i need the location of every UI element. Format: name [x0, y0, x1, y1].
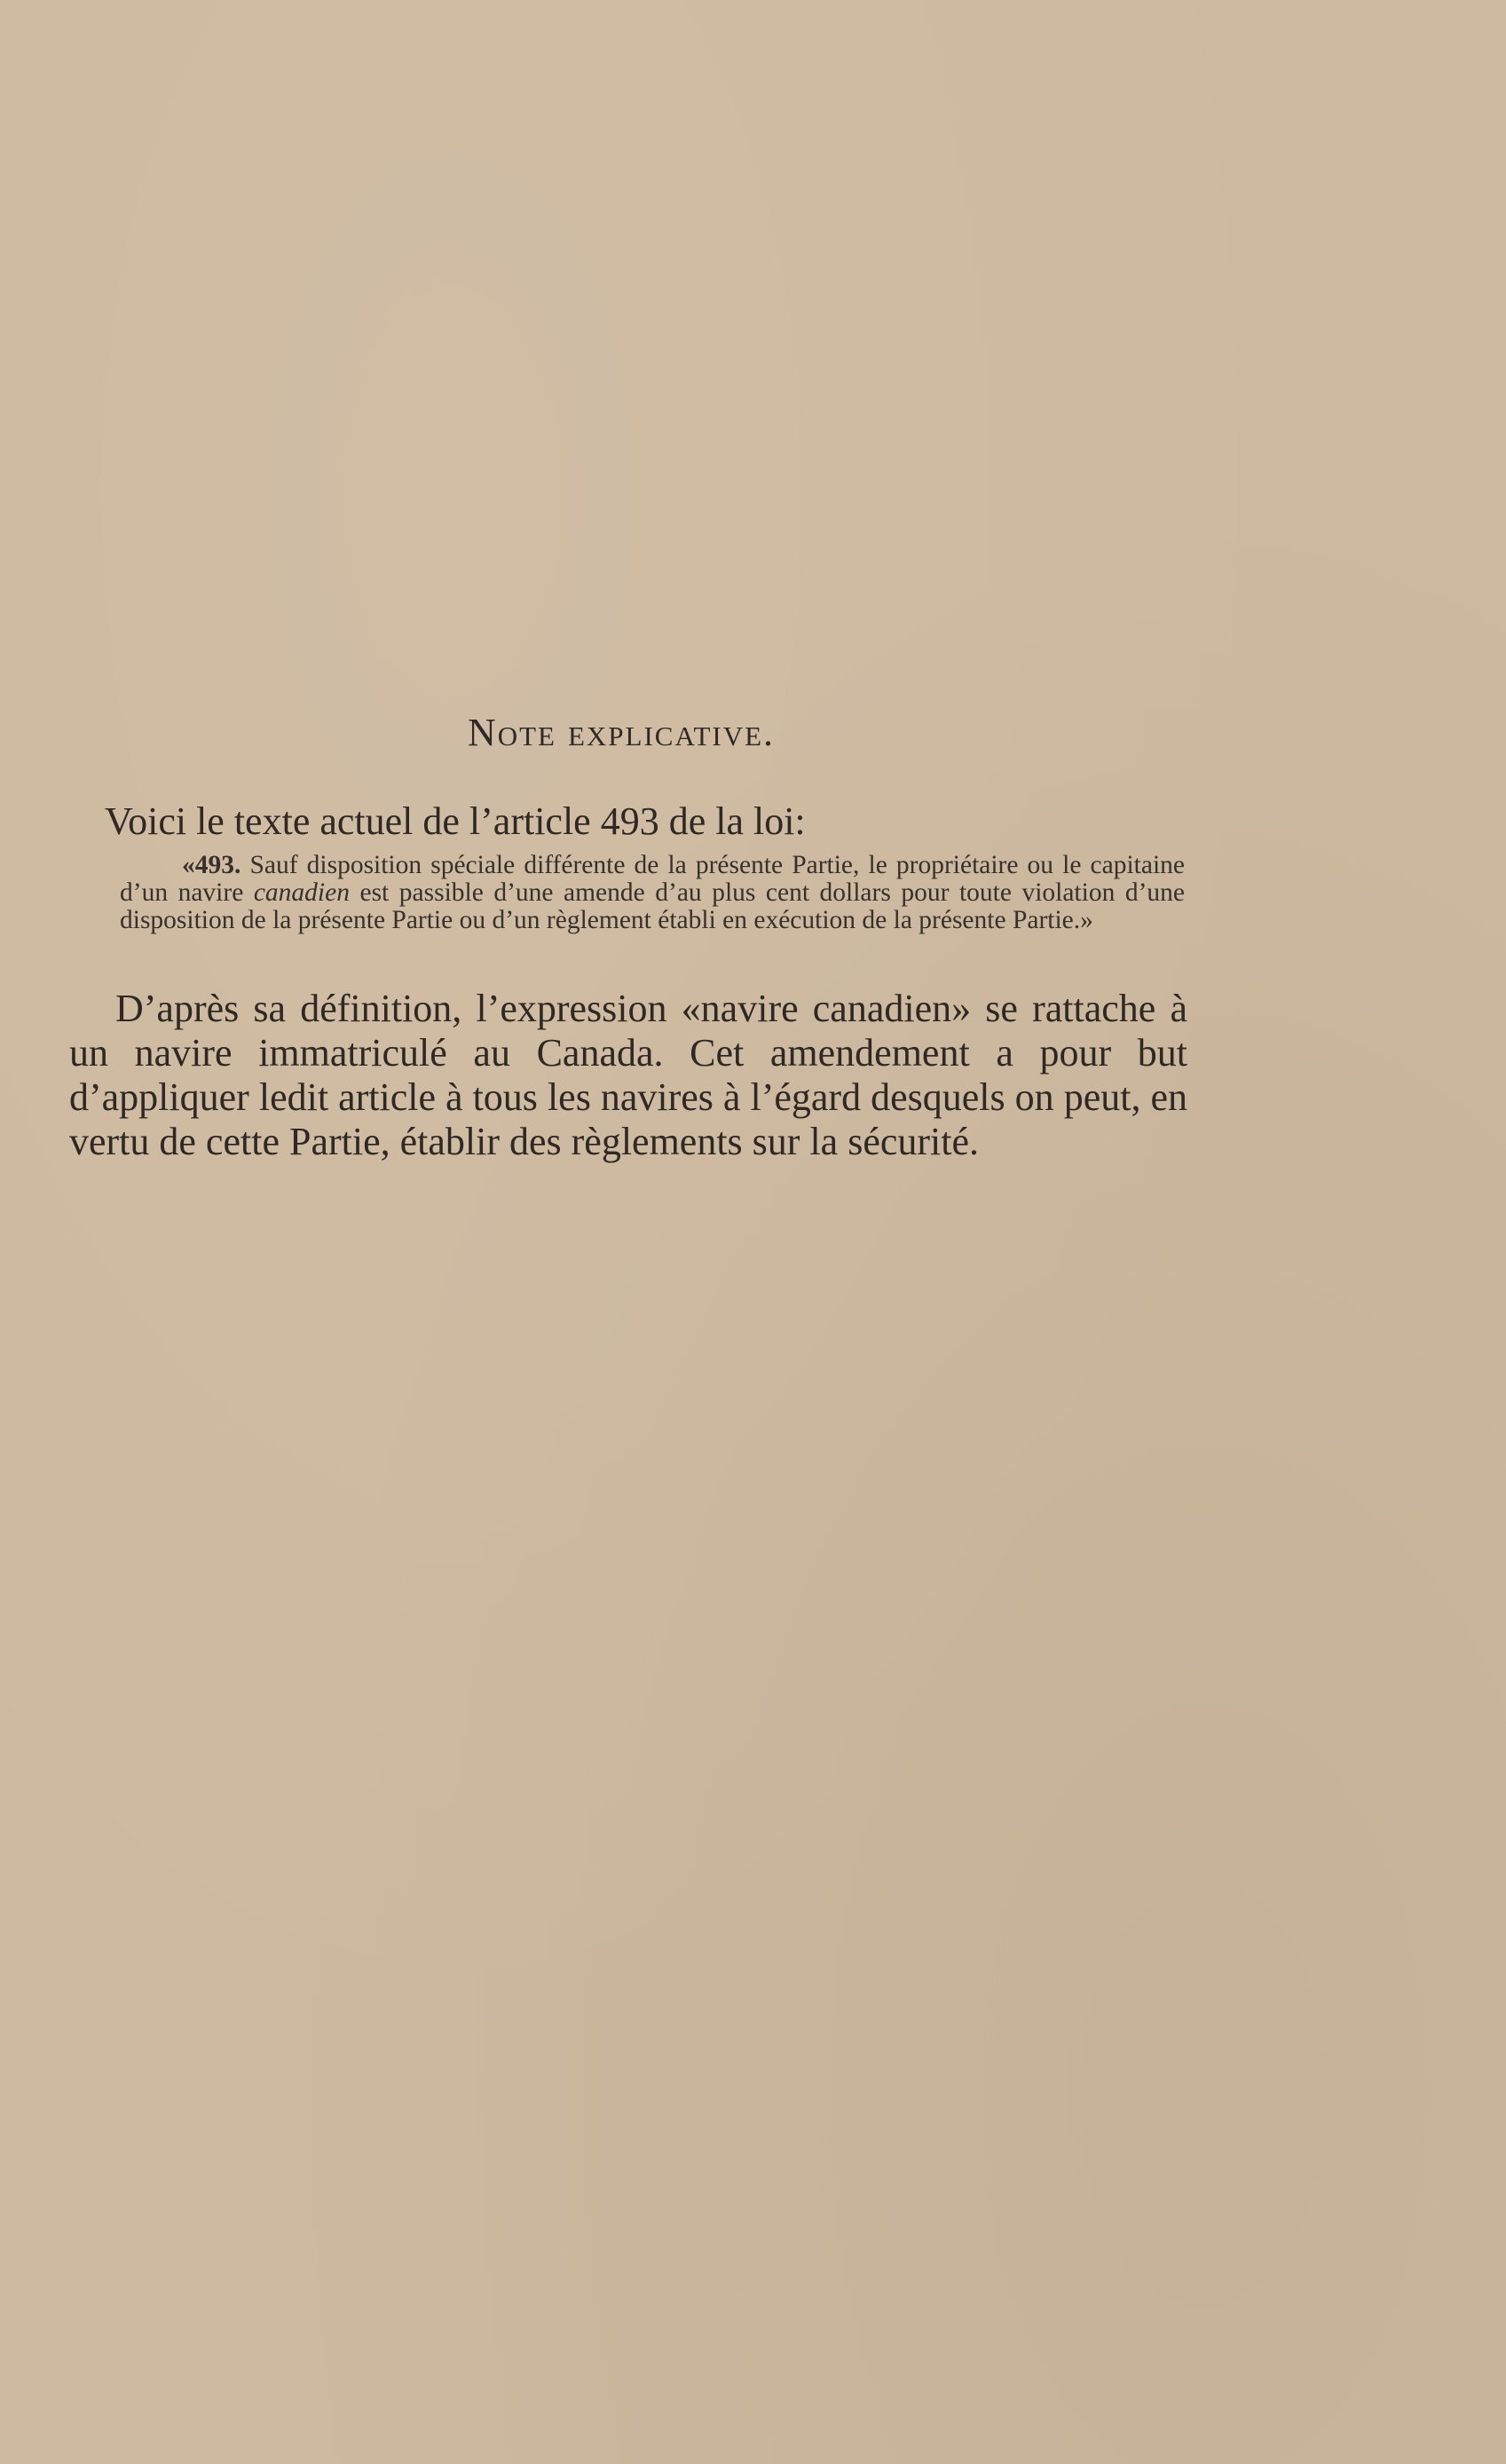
quote-text-part-1: Sauf disposition spéciale différente de la présente Partie, le propriétaire ou le capitaine d’un navire	[120, 851, 1185, 907]
quote-text-part-2: est passible d’une amende d’au plus cent dollars pour toute violation d’une disposition de la présente Partie ou d’un règlement établi en exécution de la présente Partie.»	[120, 878, 1186, 934]
explanation-paragraph: D’après sa définition, l’expression «navire canadien» se rattache à un navire immatriculé au Canada. Cet amendement a pour but d’appliquer ledit article à tous les navires à l’égard desquels on peut, en vertu de cette Partie, établir des règlements sur la sécurité.	[69, 987, 1187, 1163]
quote-italic-term: canadien	[253, 878, 350, 907]
quoted-article	[120, 852, 1185, 934]
article-number: «493.	[182, 851, 241, 879]
intro-line: Voici le texte actuel de l’article 493 de la loi:	[105, 799, 806, 843]
document-title: Note explicative.	[467, 711, 776, 754]
